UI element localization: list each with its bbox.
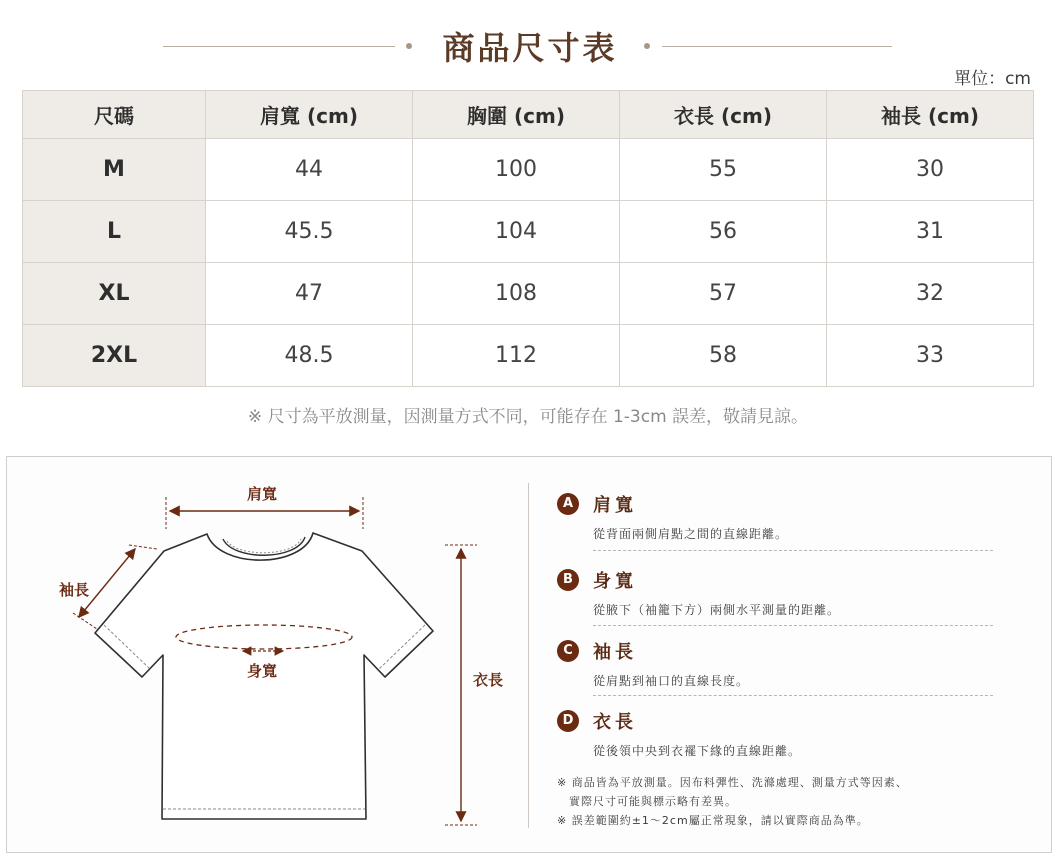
legend-title: 身寬 [593, 571, 637, 592]
legend-item-length [557, 708, 993, 759]
shoulder-cell: 48.5 [206, 325, 413, 387]
footnote-line: ※ 商品皆為平放測量。因布料彈性、洗滌處理、測量方式等因素、 [557, 776, 908, 789]
length-label: 衣長 [473, 671, 504, 689]
length-cell: 56 [620, 201, 827, 263]
sleeve-cell: 31 [827, 201, 1034, 263]
legend-separator [593, 550, 993, 551]
table-row [23, 325, 1034, 387]
badge-c: C [557, 640, 579, 662]
title-row [0, 28, 1056, 68]
legend-title: 衣長 [593, 712, 637, 733]
legend-item-shoulder [557, 491, 993, 542]
length-cell: 58 [620, 325, 827, 387]
legend-separator [593, 625, 993, 626]
measurement-legend [557, 457, 997, 852]
table-row [23, 263, 1034, 325]
footnotes [557, 773, 997, 830]
legend-desc: 從後領中央到衣襬下緣的直線距離。 [593, 744, 802, 758]
table-row [23, 201, 1034, 263]
length-cell: 55 [620, 139, 827, 201]
footnote-line: ※ 誤差範圍約±1～2cm屬正常現象，請以實際商品為準。 [557, 814, 869, 827]
legend-item-chest [557, 567, 993, 618]
panel-divider [528, 483, 529, 828]
legend-desc: 從背面兩側肩點之間的直線距離。 [593, 527, 789, 541]
size-table [22, 90, 1034, 387]
measurement-guide-panel [6, 456, 1052, 853]
sleeve-cell: 33 [827, 325, 1034, 387]
header-size: 尺碼 [23, 91, 206, 139]
size-cell: M [23, 139, 206, 201]
legend-title: 袖長 [593, 642, 637, 663]
shoulder-cell: 45.5 [206, 201, 413, 263]
header-chest: 胸圍 (cm) [413, 91, 620, 139]
tshirt-diagram [7, 457, 527, 852]
tshirt-illustration [7, 457, 527, 852]
size-cell: 2XL [23, 325, 206, 387]
title-divider-right [662, 46, 892, 47]
header-sleeve: 袖長 (cm) [827, 91, 1034, 139]
sleeve-cell: 32 [827, 263, 1034, 325]
size-cell: L [23, 201, 206, 263]
shoulder-label: 肩寬 [247, 485, 278, 503]
badge-b: B [557, 569, 579, 591]
sleeve-cell: 30 [827, 139, 1034, 201]
title-dot-left [406, 43, 412, 49]
badge-d: D [557, 710, 579, 732]
chest-cell: 100 [413, 139, 620, 201]
title-divider-left [163, 46, 395, 47]
legend-item-sleeve [557, 638, 993, 689]
page-title: 商品尺寸表 [442, 29, 618, 67]
size-cell: XL [23, 263, 206, 325]
length-cell: 57 [620, 263, 827, 325]
legend-separator [593, 695, 993, 696]
chest-cell: 104 [413, 201, 620, 263]
legend-desc: 從肩點到袖口的直線長度。 [593, 674, 750, 688]
shoulder-cell: 47 [206, 263, 413, 325]
header-shoulder: 肩寬 (cm) [206, 91, 413, 139]
legend-title: 肩寬 [593, 495, 637, 516]
badge-a: A [557, 493, 579, 515]
chest-cell: 108 [413, 263, 620, 325]
footnote-line: 實際尺寸可能與標示略有差異。 [569, 795, 737, 808]
unit-label: 單位：cm [954, 69, 1031, 89]
measurement-note: ※ 尺寸為平放測量，因測量方式不同，可能存在 1-3cm 誤差，敬請見諒。 [247, 407, 809, 427]
legend-desc: 從腋下（袖籠下方）兩側水平測量的距離。 [593, 603, 841, 617]
title-dot-right [644, 43, 650, 49]
table-header-row [23, 91, 1034, 139]
sleeve-label: 袖長 [59, 581, 90, 599]
chest-label: 身寬 [247, 662, 278, 680]
table-row [23, 139, 1034, 201]
chest-cell: 112 [413, 325, 620, 387]
header-length: 衣長 (cm) [620, 91, 827, 139]
shoulder-cell: 44 [206, 139, 413, 201]
